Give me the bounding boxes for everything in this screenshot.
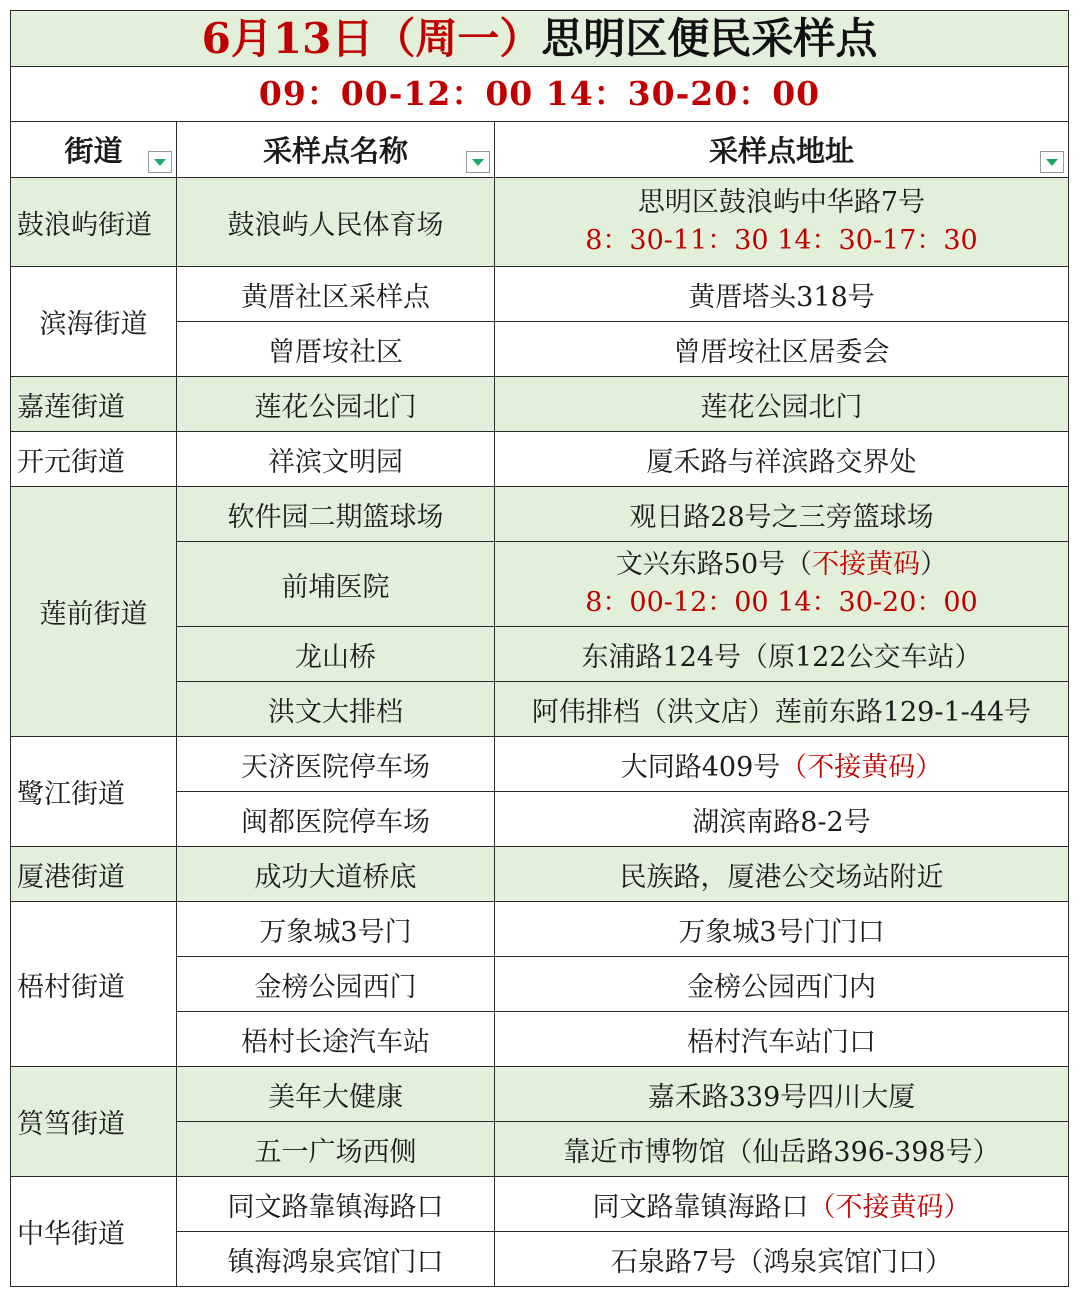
header-site-name-label: 采样点名称 (262, 134, 408, 168)
street-cell: 厦港街道 (11, 847, 177, 902)
address-cell: 石泉路7号（鸿泉宾馆门口） (495, 1232, 1069, 1287)
site-name-cell: 五一广场西侧 (177, 1122, 495, 1177)
street-cell: 梧村街道 (11, 902, 177, 1067)
table-row (11, 1067, 1069, 1122)
address-cell: 观日路28号之三旁篮球场 (495, 487, 1069, 542)
address-cell: 嘉禾路339号四川大厦 (495, 1067, 1069, 1122)
filter-dropdown-address[interactable] (1040, 151, 1064, 173)
site-name-cell: 金榜公园西门 (177, 957, 495, 1012)
address-cell: 万象城3号门门口 (495, 902, 1069, 957)
street-cell: 嘉莲街道 (11, 377, 177, 432)
address-main: 大同路409号 (620, 751, 781, 783)
site-name-cell: 黄厝社区采样点 (177, 267, 495, 322)
table-row (11, 487, 1069, 542)
address-cell: 阿伟排档（洪文店）莲前东路129-1-44号 (495, 682, 1069, 737)
sheet-title (11, 11, 1069, 67)
address-text: 思明区鼓浪屿中华路7号 (637, 187, 926, 218)
site-name-cell: 成功大道桥底 (177, 847, 495, 902)
filter-dropdown-street[interactable] (148, 151, 172, 173)
opening-hours: 09：00-12：00 14：30-20：00 (11, 67, 1069, 122)
address-cell: 民族路，厦港公交场站附近 (495, 847, 1069, 902)
street-cell: 莲前街道 (11, 487, 177, 737)
filter-dropdown-site-name[interactable] (466, 151, 490, 173)
address-cell (495, 1177, 1069, 1232)
title-date: 6月13日（周一） (201, 14, 542, 63)
site-name-cell: 美年大健康 (177, 1067, 495, 1122)
site-name-cell: 同文路靠镇海路口 (177, 1177, 495, 1232)
sampling-sites-sheet (10, 10, 1069, 1287)
address-cell: 厦禾路与祥滨路交界处 (495, 432, 1069, 487)
street-cell: 滨海街道 (11, 267, 177, 377)
address-cell: 莲花公园北门 (495, 377, 1069, 432)
site-name-cell: 天济医院停车场 (177, 737, 495, 792)
site-name-cell: 镇海鸿泉宾馆门口 (177, 1232, 495, 1287)
site-name-cell: 祥滨文明园 (177, 432, 495, 487)
table-row (11, 737, 1069, 792)
address-cell: 黄厝塔头318号 (495, 267, 1069, 322)
address-cell: 曾厝垵社区居委会 (495, 322, 1069, 377)
address-hours: 8：30-11：30 14：30-17：30 (585, 225, 978, 256)
site-name-cell: 万象城3号门 (177, 902, 495, 957)
address-cell: 湖滨南路8-2号 (495, 792, 1069, 847)
street-cell: 鼓浪屿街道 (11, 178, 177, 267)
address-cell: 靠近市博物馆（仙岳路396-398号） (495, 1122, 1069, 1177)
header-street (11, 122, 177, 178)
address-cell: 东浦路124号（原122公交车站） (495, 627, 1069, 682)
street-cell: 筼筜街道 (11, 1067, 177, 1177)
yellow-code-note: 不接黄码 (812, 549, 921, 580)
header-address (495, 122, 1069, 178)
sampling-sites-table (10, 10, 1069, 1287)
filter-arrow-icon (1046, 159, 1058, 166)
address-cell: 梧村汽车站门口 (495, 1012, 1069, 1067)
street-cell: 开元街道 (11, 432, 177, 487)
street-cell: 中华街道 (11, 1177, 177, 1287)
header-street-label: 街道 (64, 134, 123, 168)
site-name-cell: 莲花公园北门 (177, 377, 495, 432)
table-row (11, 432, 1069, 487)
address-text (495, 546, 1068, 584)
site-name-cell: 鼓浪屿人民体育场 (177, 178, 495, 267)
address-cell (495, 178, 1069, 267)
street-cell: 鹭江街道 (11, 737, 177, 847)
address-cell (495, 737, 1069, 792)
site-name-cell: 洪文大排档 (177, 682, 495, 737)
site-name-cell: 曾厝垵社区 (177, 322, 495, 377)
filter-arrow-icon (154, 159, 166, 166)
address-main: 文兴东路50号（ (615, 549, 813, 580)
table-row (11, 1177, 1069, 1232)
title-text: 思明区便民采样点 (541, 14, 878, 63)
site-name-cell: 龙山桥 (177, 627, 495, 682)
table-row (11, 178, 1069, 267)
table-row (11, 902, 1069, 957)
address-close: ） (920, 549, 948, 580)
site-name-cell: 闽都医院停车场 (177, 792, 495, 847)
table-row (11, 377, 1069, 432)
site-name-cell: 前埔医院 (177, 542, 495, 627)
table-row (11, 267, 1069, 322)
header-address-label: 采样点地址 (708, 134, 854, 168)
yellow-code-note: （不接黄码） (808, 1191, 971, 1223)
address-hours: 8：00-12：00 14：30-20：00 (585, 587, 978, 618)
header-site-name (177, 122, 495, 178)
address-cell (495, 542, 1069, 627)
yellow-code-note: （不接黄码） (780, 751, 943, 783)
filter-arrow-icon (472, 159, 484, 166)
address-main: 同文路靠镇海路口 (592, 1191, 809, 1223)
site-name-cell: 软件园二期篮球场 (177, 487, 495, 542)
address-cell: 金榜公园西门内 (495, 957, 1069, 1012)
site-name-cell: 梧村长途汽车站 (177, 1012, 495, 1067)
table-row (11, 847, 1069, 902)
